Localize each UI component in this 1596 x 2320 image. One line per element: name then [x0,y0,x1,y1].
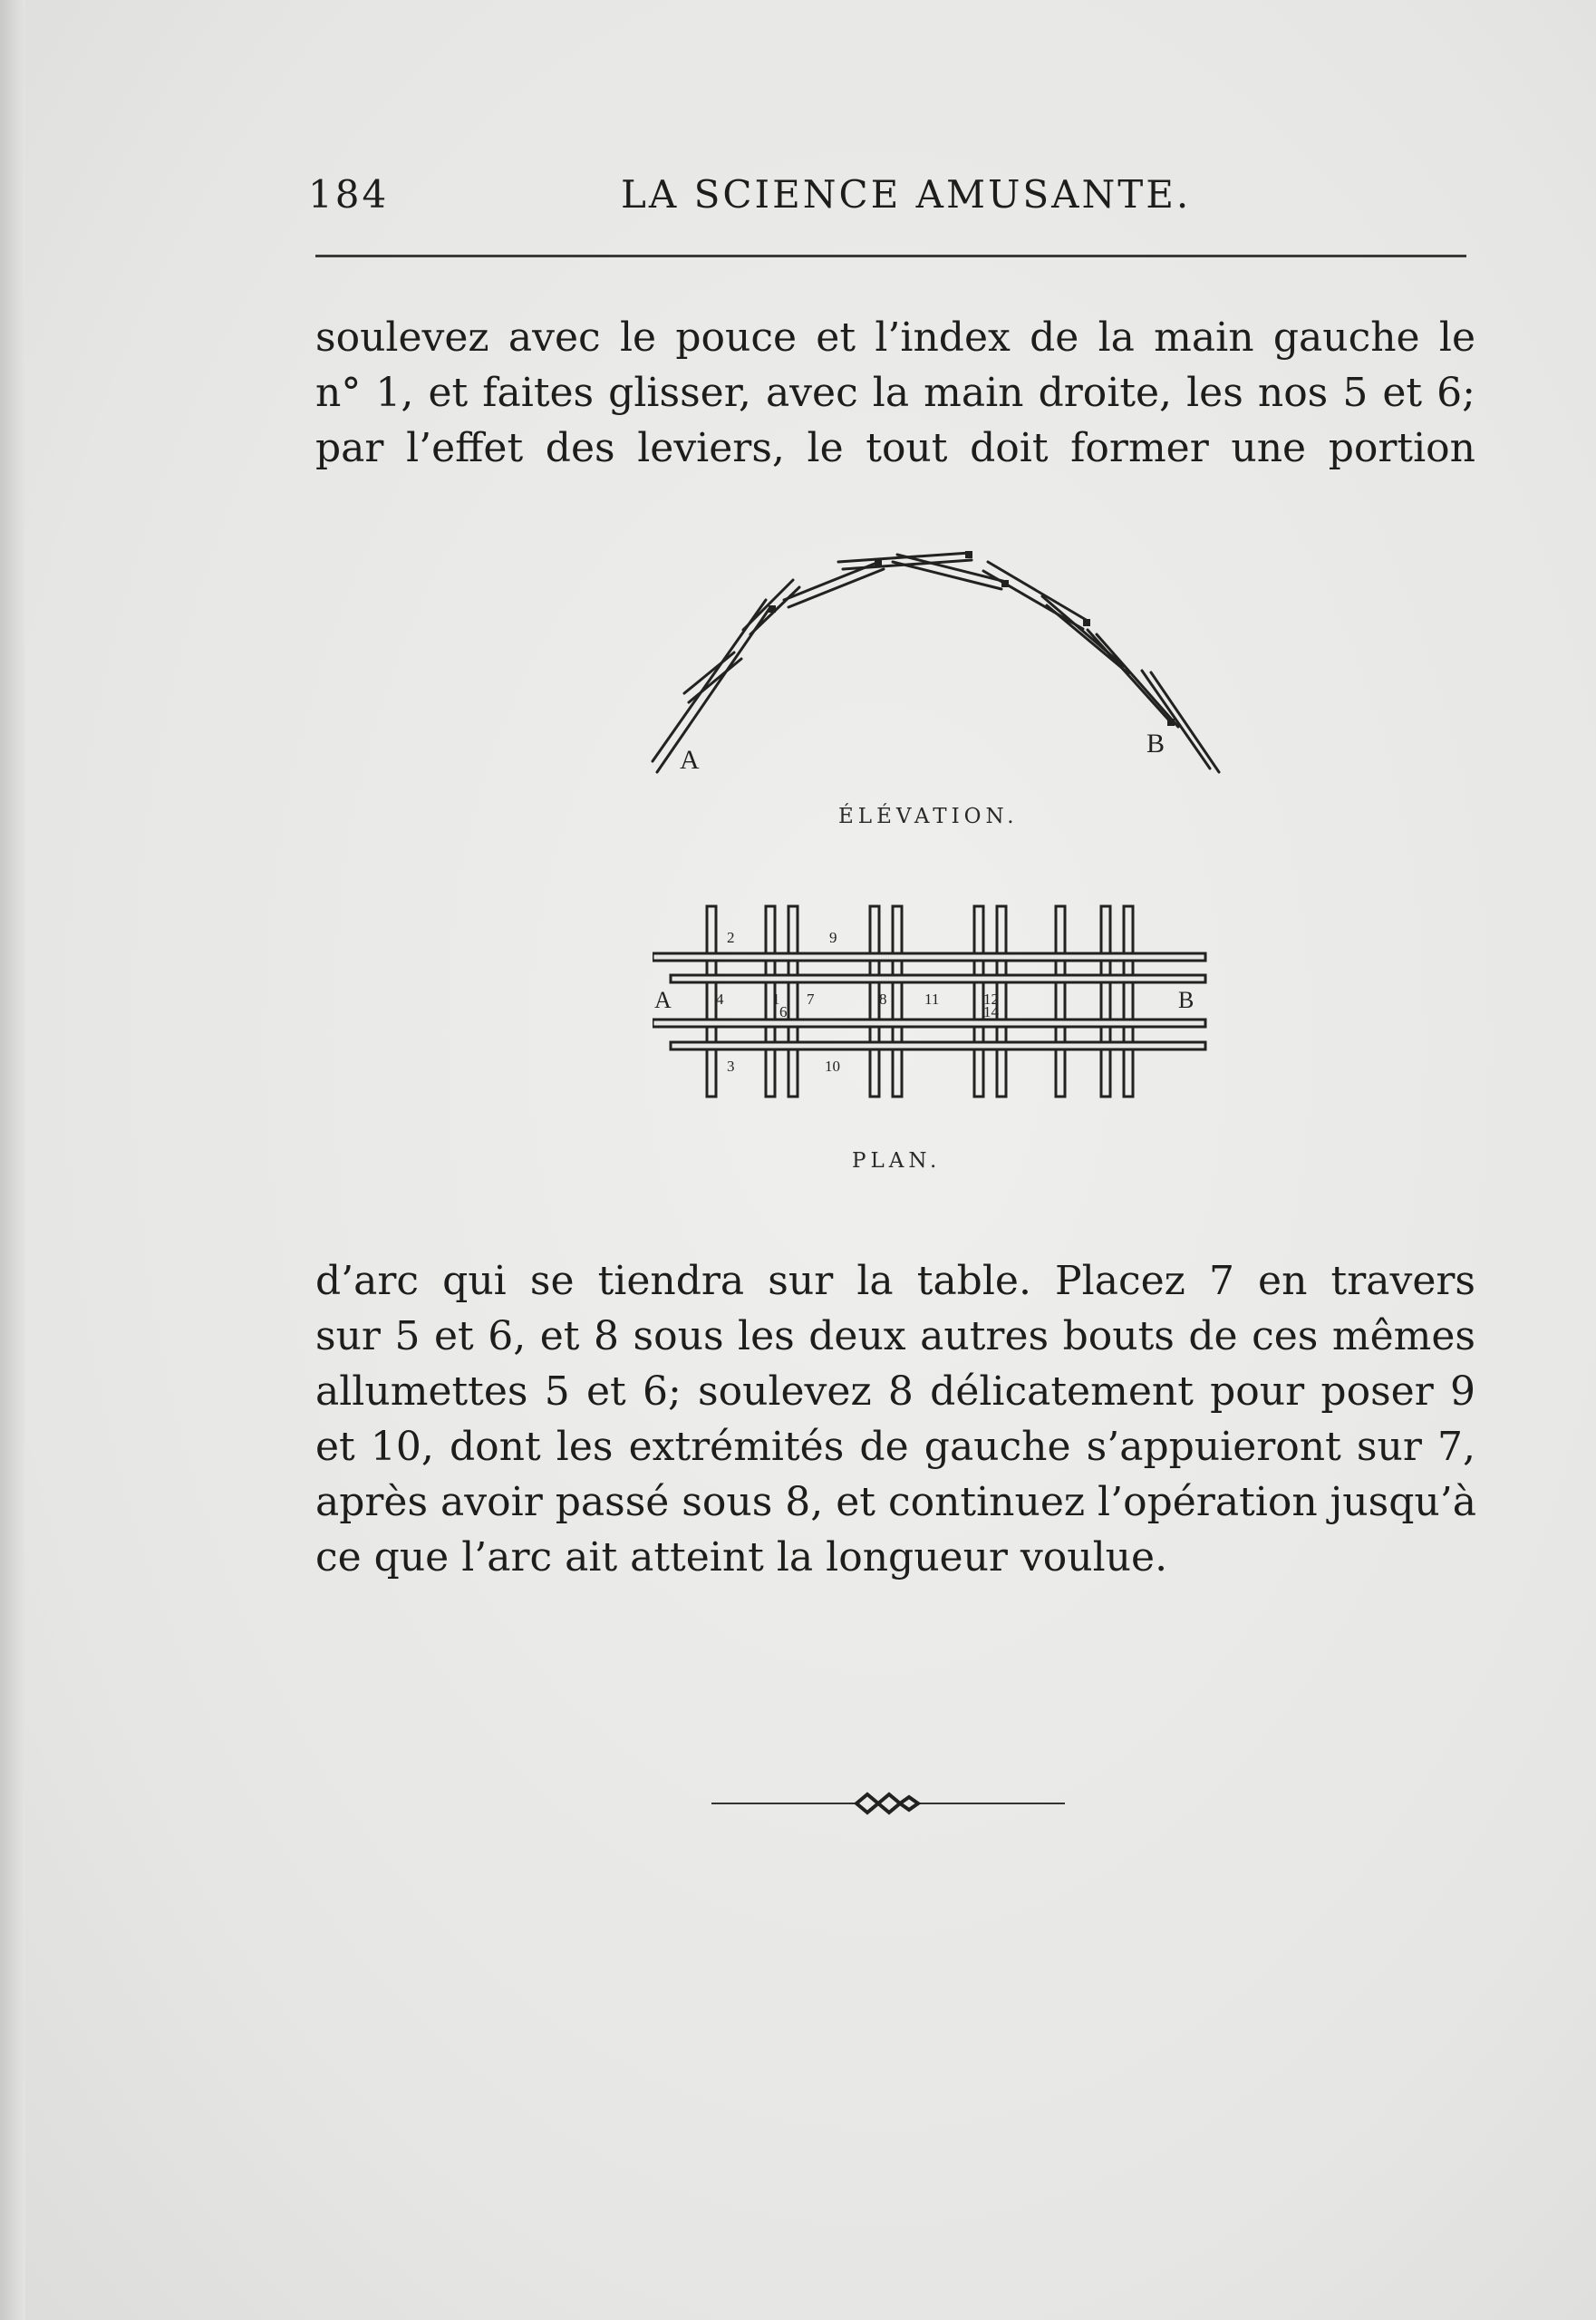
text-line: n° 1, et faites glisser, avec la main droite, les nos 5 et 6; [315,370,1475,416]
elevation-label-b: B [1146,729,1166,759]
matchstick [988,562,1088,621]
plan-number: 10 [825,1058,840,1075]
text-line: ce que l’arc ait atteint la longueur voulue. [315,1534,1168,1580]
matchstick-vertical [893,906,902,1097]
plan-number: 14 [983,1003,999,1020]
text-line: soulevez avec le pouce et l’index de la main gauche le [315,314,1475,361]
plan-number: 12 [983,991,999,1008]
match-head [965,551,972,558]
matchstick-vertical [974,906,983,1097]
text-line: après avoir passé sous 8, et continuez l’opération jusqu’à [315,1479,1476,1525]
match-head [1001,580,1009,587]
plan-number: 3 [727,1058,735,1075]
plan-caption: PLAN. [852,1149,942,1173]
matchstick [788,569,884,607]
matchstick-horizontal [671,1042,1205,1049]
header-rule [315,255,1466,257]
matchstick [689,659,741,702]
page-number: 184 [308,172,390,217]
paragraph-top [315,310,1475,476]
running-header [308,172,1486,227]
plan-number: 6 [779,1003,788,1020]
plan-figure [653,897,1224,1115]
text-line: d’arc qui se tiendra sur la table. Placez 7 en travers [315,1258,1475,1304]
matchstick [743,580,793,630]
matchstick-vertical [1101,906,1110,1097]
plan-number: 2 [727,929,735,946]
plan-number: 11 [924,991,940,1008]
elevation-caption: ÉLÉVATION. [838,805,1019,828]
elevation-label-a: A [680,745,700,775]
plan-number: 9 [829,929,837,946]
matchstick-horizontal [653,953,1205,961]
plan-label-a: A [654,987,672,1013]
end-ornament [711,1790,1065,1817]
plan-number: 7 [807,991,815,1008]
matchstick [1097,634,1178,727]
page-gutter-shadow [0,0,25,2320]
match-head [769,605,776,613]
plan-number: 1 [772,991,780,1008]
running-title: LA SCIENCE AMUSANTE. [621,172,1192,217]
matchstick [983,571,1083,629]
matchstick [1088,630,1169,720]
matchstick-horizontal [671,975,1205,982]
text-line: sur 5 et 6, et 8 sous les deux autres bouts de ces mêmes [315,1313,1475,1359]
matchstick-vertical [788,906,798,1097]
match-head [875,560,882,567]
match-head [1167,719,1175,726]
text-line: allumettes 5 et 6; soulevez 8 délicatement pour poser 9 [315,1368,1475,1415]
matchstick-horizontal [653,1020,1205,1027]
matchstick-vertical [707,906,716,1097]
plan-number: 4 [716,991,724,1008]
paragraph-bottom [315,1253,1475,1585]
matchstick-vertical [870,906,879,1097]
matchstick-vertical [1124,906,1133,1097]
matchstick-vertical [1056,906,1065,1097]
text-line: par l’effet des leviers, le tout doit former une portion [315,425,1475,471]
text-line: et 10, dont les extrémités de gauche s’appuieront sur 7, [315,1424,1475,1470]
plan-number: 8 [879,991,887,1008]
plan-label-b: B [1178,987,1195,1013]
match-head [1083,619,1090,626]
elevation-figure [634,535,1233,788]
